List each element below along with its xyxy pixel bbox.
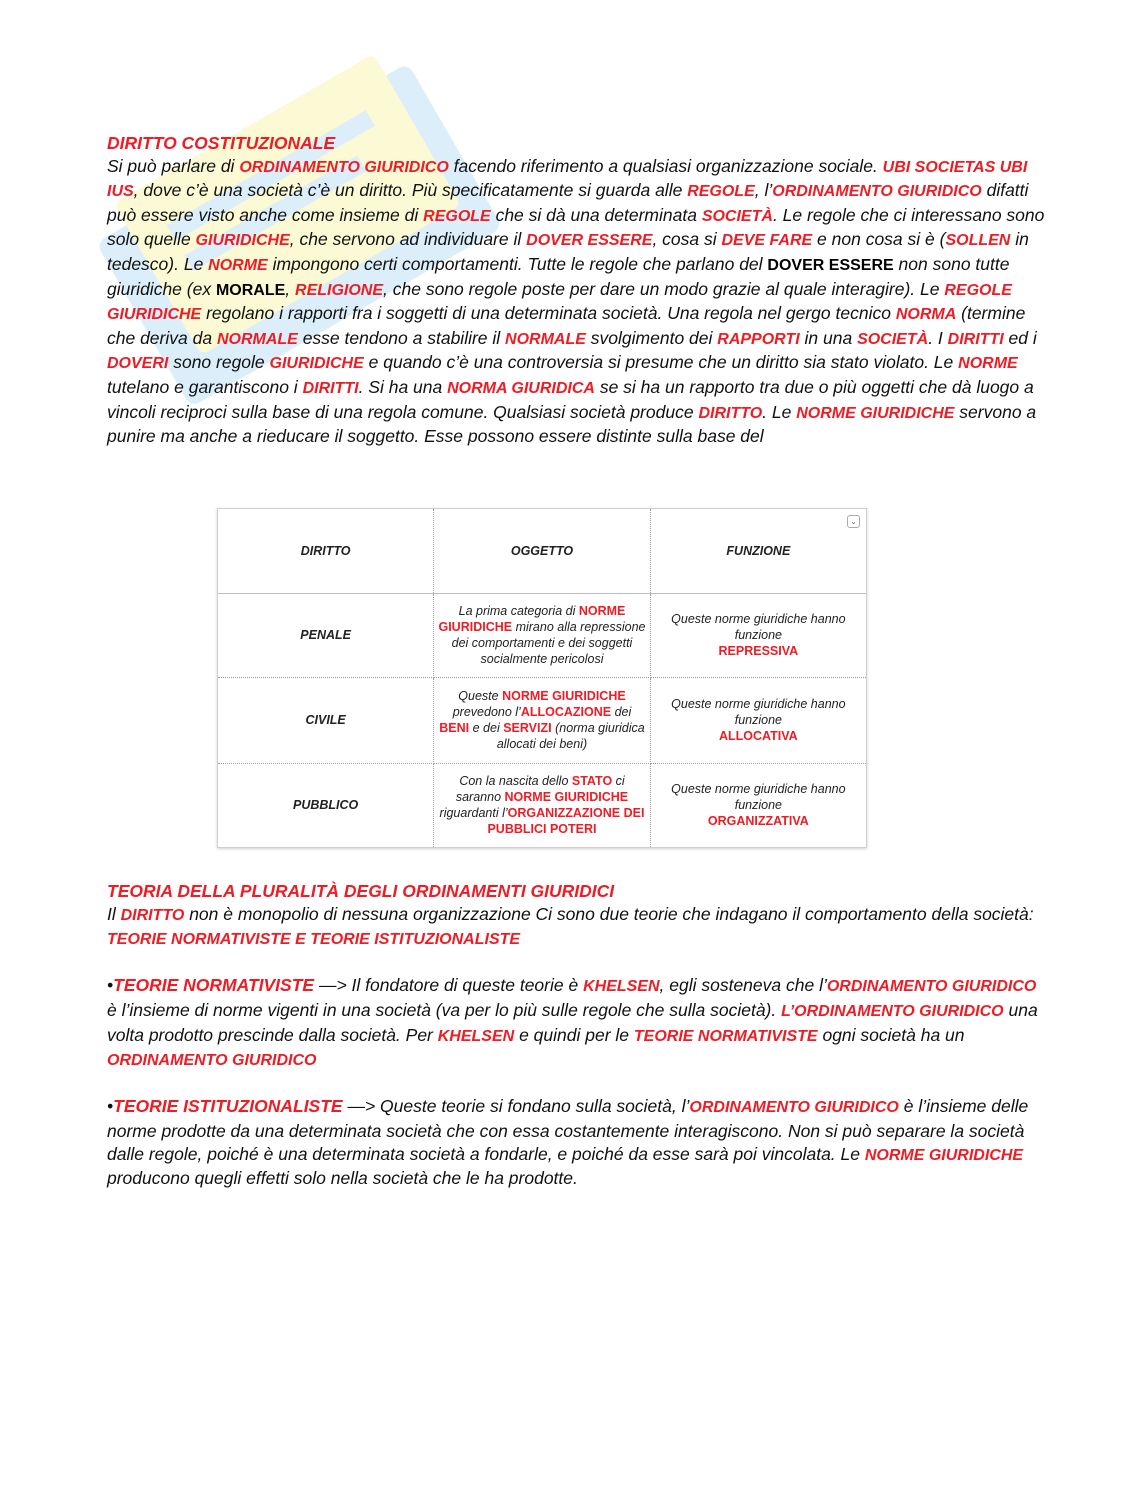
header-funzione: FUNZIONE (650, 509, 866, 593)
funzione-cell: Queste norme giuridiche hanno funzione ORGANIZZATIVA (671, 782, 846, 829)
section-title: DIRITTO COSTITUZIONALE (107, 133, 336, 153)
oggetto-cell: La prima categoria di NORME GIURIDICHE mirano alla repressione dei comportamenti e dei soggetti socialmente pericolosi (434, 593, 650, 677)
paragraph-normativiste: •TEORIE NORMATIVISTE —> Il fondatore di queste teorie è KHELSEN, egli sosteneva che l’ORDINAMENTO GIURIDICO è l’insieme di norme vigenti in una società (va per lo più sulle regole che sulla società). L’ORDINAMENTO GIURIDICO una volta prodotto prescinde dalla società. Per KHELSEN e quindi per le TEORIE NORMATIVISTE ogni società ha un ORDINAMENTO GIURIDICO (107, 975, 1038, 1070)
row-label: PUBBLICO (218, 763, 434, 847)
chevron-down-icon[interactable]: ⌄ (847, 515, 860, 528)
table-row (218, 677, 866, 763)
intro-paragraph: Si può parlare di ORDINAMENTO GIURIDICO facendo riferimento a qualsiasi organizzazione sociale. UBI SOCIETAS UBI IUS, dove c’è una società c’è un diritto. Più specificatamente si guarda alle REGOLE, l’ORDINAMENTO GIURIDICO difatti può essere visto anche come insieme di REGOLE che si dà una determinata SOCIETÀ. Le regole che ci interessano sono solo quelle GIURIDICHE, che servono ad individuare il DOVER ESSERE, cosa si DEVE FARE e non cosa si è (SOLLEN in tedesco). Le NORME impongono certi comportamenti. Tutte le regole che parlano del DOVER ESSERE non sono tutte giuridiche (ex MORALE, RELIGIONE, che sono regole poste per dare un modo grazie al quale interagire). Le REGOLE GIURIDICHE regolano i rapporti fra i soggetti di una determinata società. Una regola nel gergo tecnico NORMA (termine che deriva da NORMALE esse tendono a stabilire il NORMALE svolgimento dei RAPPORTI in una SOCIETÀ. I DIRITTI ed i DOVERI sono regole GIURIDICHE e quando c’è una controversia si presume che un diritto sia stato violato. Le NORME tutelano e garantiscono i DIRITTI. Si ha una NORMA GIURIDICA se si ha un rapporto tra due o più oggetti che dà luogo a vincoli reciproci sulla base di una regola comune. Qualsiasi società produce DIRITTO. Le NORME GIURIDICHE servono a punire ma anche a rieducare il soggetto. Esse possono essere distinte sulla base del (107, 155, 1045, 447)
table-row (218, 593, 866, 677)
oggetto-cell: Queste NORME GIURIDICHE prevedono l’ALLOCAZIONE dei BENI e dei SERVIZI (norma giuridica allocati dei beni) (434, 677, 650, 763)
paragraph: Il DIRITTO non è monopolio di nessuna organizzazione Ci sono due teorie che indagano il comportamento della società: TEORIE NORMATIVISTE E TEORIE ISTITUZIONALISTE (107, 903, 1034, 949)
header-oggetto: OGGETTO (434, 509, 650, 593)
section-title: TEORIA DELLA PLURALITÀ DEGLI ORDINAMENTI GIURIDICI (107, 881, 615, 901)
section-diritto-costituzionale (107, 132, 1047, 448)
paragraph-istituzionaliste: •TEORIE ISTITUZIONALISTE —> Queste teorie si fondano sulla società, l’ORDINAMENTO GIURIDICO è l’insieme delle norme prodotte da una determinata società che con essa costantemente interagiscono. Non si può separare la società dalle regole, poiché è una determinata società a fondarle, e poiché da esse sarà poi vincolata. Le NORME GIURIDICHE producono quegli effetti solo nella società che le ha prodotte. (107, 1096, 1029, 1189)
funzione-cell: Queste norme giuridiche hanno funzione ALLOCATIVA (650, 677, 866, 763)
diritto-table (217, 508, 867, 848)
section-pluralita-ordinamenti (107, 880, 1047, 1190)
row-label: CIVILE (218, 677, 434, 763)
table-row (218, 763, 866, 847)
header-diritto: DIRITTO (218, 509, 434, 593)
table-header-row (218, 509, 866, 593)
oggetto-cell: Con la nascita dello STATO ci saranno NORME GIURIDICHE riguardanti l’ORGANIZZAZIONE DEI PUBBLICI POTERI (434, 763, 650, 847)
row-label: PENALE (218, 593, 434, 677)
funzione-cell: Queste norme giuridiche hanno funzione REPRESSIVA (650, 593, 866, 677)
